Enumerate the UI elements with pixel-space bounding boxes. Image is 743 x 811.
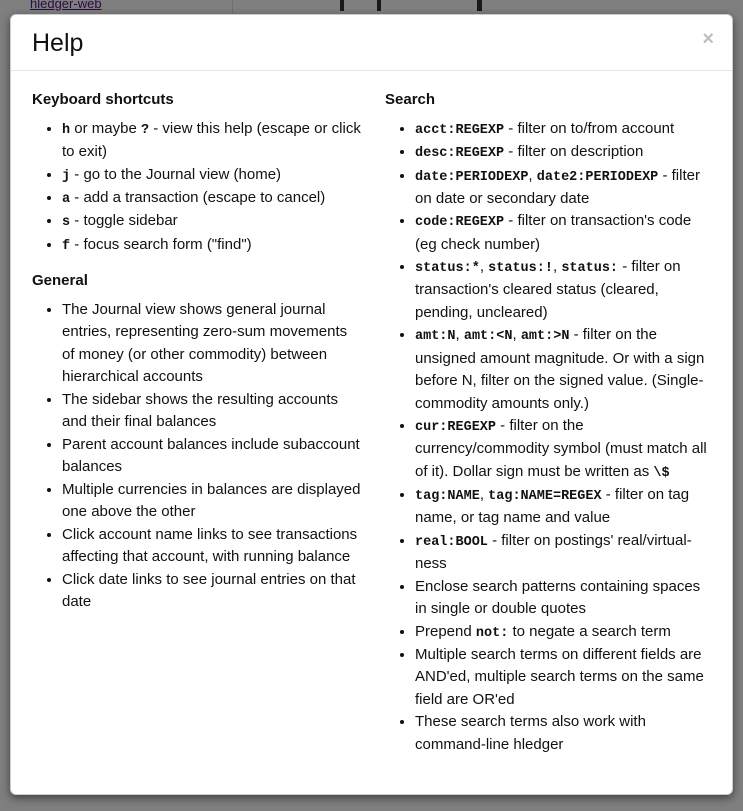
- section-heading-keyboard-shortcuts: Keyboard shortcuts: [32, 91, 174, 108]
- code-term: s: [62, 215, 71, 231]
- code-term: tag:NAME=REGEX: [488, 489, 602, 504]
- list-item: • These search terms also work with command-line hledger: [415, 711, 711, 756]
- list-item: • f - focus search form ("find"): [62, 234, 361, 257]
- code-term: status:: [561, 261, 619, 276]
- search-list: [385, 118, 711, 756]
- keyboard-shortcuts-list: [32, 118, 361, 257]
- search-section: [385, 91, 711, 756]
- list-item: • Prepend not: to negate a search term: [415, 621, 711, 644]
- code-term: h: [62, 123, 71, 138]
- code-term: status:!: [488, 261, 553, 276]
- code-term: desc:REGEXP: [415, 146, 505, 162]
- code-term: amt:<N: [463, 329, 513, 345]
- help-modal: [10, 14, 733, 795]
- code-term: tag:NAME: [415, 489, 480, 504]
- list-item: • Multiple currencies in balances are displayed one above the other: [62, 479, 361, 524]
- list-item: • Multiple search terms on different fields are AND'ed, multiple search terms on the same field are OR'ed: [415, 644, 711, 712]
- section-heading-general: General: [32, 271, 88, 289]
- code-term: date2:PERIODEXP: [536, 169, 659, 185]
- section-heading-search: Search: [385, 91, 436, 108]
- list-item: • code:REGEXP - filter on transaction's code (eg check number): [415, 210, 711, 256]
- list-item: • a - add a transaction (escape to cancel): [62, 187, 361, 210]
- code-term: \$: [653, 465, 670, 481]
- modal-header: [11, 15, 732, 71]
- code-term: j: [62, 168, 71, 184]
- list-item: • Click account name links to see transactions affecting that account, with running balance: [62, 524, 361, 569]
- list-item: • acct:REGEXP - filter on to/from account: [415, 118, 711, 141]
- list-item: • The Journal view shows general journal entries, representing zero-sum movements of money (or other commodity) between hierarchical accounts: [62, 299, 361, 389]
- code-term: acct:REGEXP: [415, 123, 505, 138]
- list-item: • cur:REGEXP - filter on the currency/commodity symbol (must match all of it). Dollar sign must be written as \$: [415, 415, 711, 484]
- code-term: real:BOOL: [415, 534, 488, 550]
- keyboard-shortcuts-section: [32, 91, 361, 257]
- general-list: [32, 299, 361, 614]
- code-term: amt:N: [415, 329, 456, 345]
- code-term: amt:>N: [520, 329, 570, 345]
- list-item: • Parent account balances include subaccount balances: [62, 434, 361, 479]
- code-term: code:REGEXP: [415, 215, 505, 231]
- code-term: not:: [475, 625, 509, 641]
- right-column: [385, 91, 711, 766]
- list-item: • j - go to the Journal view (home): [62, 164, 361, 187]
- code-term: status:*: [415, 261, 480, 276]
- list-item: • Enclose search patterns containing spaces in single or double quotes: [415, 576, 711, 621]
- list-item: • desc:REGEXP - filter on description: [415, 141, 711, 164]
- close-icon[interactable]: ×: [702, 28, 714, 50]
- list-item: • s - toggle sidebar: [62, 210, 361, 233]
- code-term: date:PERIODEXP: [415, 169, 529, 185]
- modal-title: Help: [32, 29, 84, 57]
- list-item: • status:*, status:!, status: - filter on transaction's cleared status (cleared, pending, uncleared): [415, 256, 711, 324]
- code-term: a: [62, 192, 71, 207]
- list-item: • Click date links to see journal entries on that date: [62, 569, 361, 614]
- modal-body: [11, 71, 732, 786]
- code-term: f: [62, 238, 71, 254]
- list-item: • tag:NAME, tag:NAME=REGEX - filter on tag name, or tag name and value: [415, 484, 711, 530]
- code-term: ?: [140, 123, 150, 138]
- list-item: • date:PERIODEXP, date2:PERIODEXP - filter on date or secondary date: [415, 165, 711, 211]
- left-column: [32, 91, 361, 766]
- list-item: • h or maybe ? - view this help (escape or click to exit): [62, 118, 361, 164]
- list-item: • amt:N, amt:<N, amt:>N - filter on the unsigned amount magnitude. Or with a sign before N, filter on the signed value. (Single-commodity amounts only.): [415, 324, 711, 415]
- list-item: • The sidebar shows the resulting accounts and their final balances: [62, 389, 361, 434]
- list-item: • real:BOOL - filter on postings' real/virtual-ness: [415, 530, 711, 576]
- code-term: cur:REGEXP: [415, 420, 497, 435]
- general-section: [32, 272, 361, 614]
